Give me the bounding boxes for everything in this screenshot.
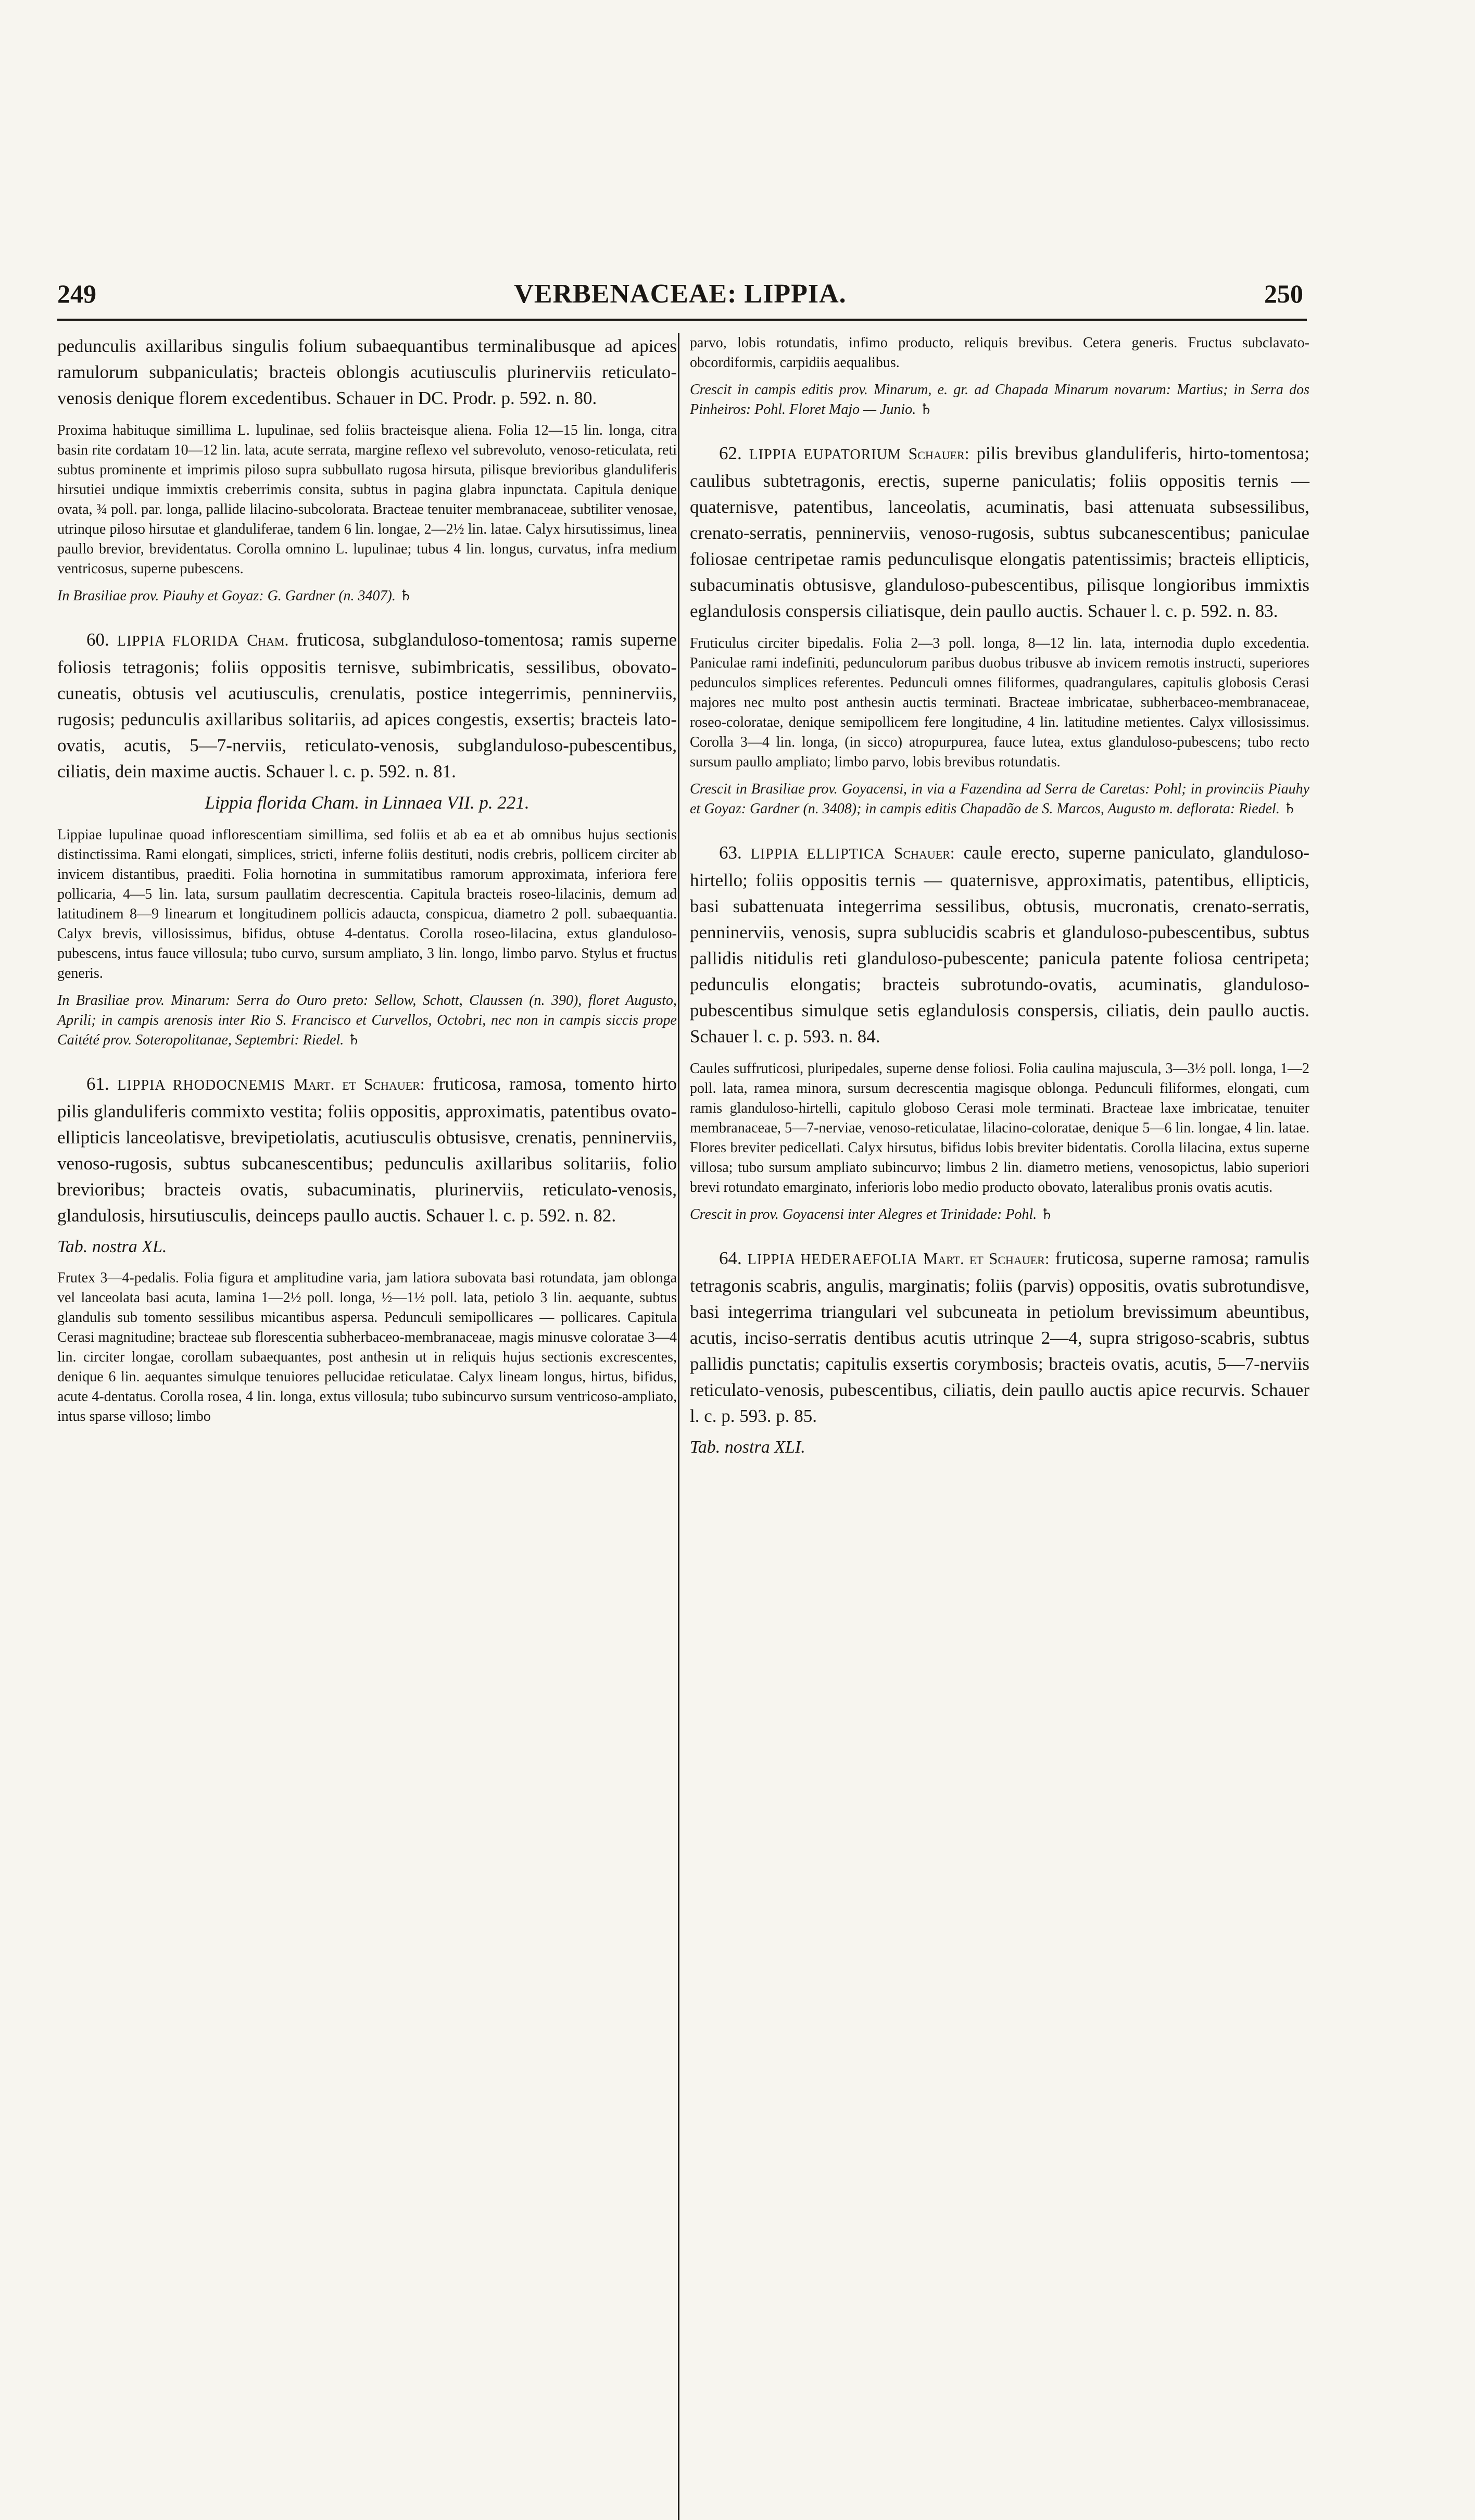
species-63-number: 63. — [719, 842, 742, 863]
species-61-name: LIPPIA RHODOCNEMIS — [117, 1077, 286, 1093]
species-62-author: Schauer: — [908, 445, 969, 463]
page-number-right: 250 — [1264, 279, 1303, 308]
intro-description: Proxima habituque simillima L. lupulinae, sed foliis bracteisque alienа. Folia 12—15 lin. longa, citra basin rite cordatam 10—12 lin. lata, acute serrata, margine reflexo vel subrevoluto, venoso-reticulata, reti subtus prominente et imprimis piloso supra subbullato rugosa hirsuta, pilisque brevioribus glanduliferis hirsutiei undique immixtis creberrimis consita, subtus in pagina glabra inpunctata. Capitula denique ovata, ¾ poll. par. longa, pallide lilacino-subcolorata. Bracteae tenuiter membranaceae, subtiliter venosae, utrinque piloso hirsutae et glanduliferae, tandem 6 lin. longae, 2—2½ lin. latae. Calyx hirsutissimus, linea paullo brevior, brevidentatus. Corolla omnino L. lupulinae; tubus 4 lin. longus, curvatus, infra medium ventricosus, superne pubescens. — [57, 422, 677, 577]
species-60-diagnosis: fruticosa, subglanduloso-tomentosa; ramis superne foliosis tetragonis; foliis oppositis ternisve, subimbricatis, sessilibus, obovato-cuneatis, obtusis vel acutiusculis, crenulatis, postice integerrimis, penninerviis, rugosis; pedunculis axillaribus solitariis, ad apices congestis, exsertis; bracteis lato-ovatis, acutis, 5—7-nerviis, reticulato-venosis, subglanduloso-pubescentibus, ciliatis, dein maxime auctis. Schauer l. c. p. 592. n. 81. — [57, 629, 677, 782]
species-61-locality: Crescit in campis editis prov. Minarum, e. gr. ad Chapada Minarum novarum: Martius; in Serra dos Pinheiros: Pohl. Floret Majo — Junio. ♄ — [690, 382, 1309, 418]
species-62-diagnosis: pilis brevibus glanduliferis, hirto-tomentosa; caulibus subtetragonis, erectis, superne paniculatis; foliis oppositis ternis — quaternisve, patentibus, lanceolatis, acuminatis, basi attenuata subsessilibus, crenato-serratis, penninerviis, venoso-rugosis, subtus subcanescentibus; paniculae foliosae centripetae ramis pedunculisque elongatis patentissimis; bracteis ellipticis, subacuminatis obtusisve, glanduloso-pubescentibus, pilisque longioribus immixtis eglandulosis conspersis ciliatisque, dein paullo auctis. Schauer l. c. p. 592. n. 83. — [690, 443, 1310, 621]
running-header — [57, 279, 1303, 315]
species-60-description: Lippiae lupulinae quoad inflorescentiam simillima, sed foliis et ab ea et ab omnibus hujus sectionis distinctissima. Rami elongati, simplices, stricti, inferne foliis destituti, nodis crebris, pollicem circiter ab invicem distantibus, praediti. Folia hornotina in summitatibus ramorum approximata, inferiora fere pollicaria, 4—5 lin. lata, sursum paullatim decrescentia. Capitula bracteis roseo-lilacinis, demum ad latitudinem 8—9 linearum et longitudinem pollicis adaucta, conspicua, diametro 2 poll. subaequantia. Calyx brevis, villosissimus, bifidus, obtuse 4-dentatus. Corolla roseo-lilacina, extus glanduloso-pubescens, intus fauce villosula; tubo curvo, sursum ampliato, 3 lin. longo, limbo parvo. Stylus et fructus generis. — [57, 827, 677, 981]
species-64-diagnosis: fruticosa, superne ramosa; ramulis tetragonis scabris, angulis, marginatis; foliis (parvis) oppositis, ovatis subrotundisve, basi integerrima triangulari vel subcuneata in petiolum brevissimum abeuntibus, acutis, inciso-serratis dentibus acutis utrinque 2—4, supra strigoso-scabris, subtus pallidis punctatis; capitulis exsertis corymbosis; bracteis ovatis, acutis, 5—7-nerviis reticulato-venosis, pubescentibus, ciliatis, dein paullo auctis apice recurvis. Schauer l. c. p. 593. p. 85. — [690, 1248, 1310, 1426]
species-60 — [57, 627, 677, 785]
species-60-name: LIPPIA FLORIDA — [117, 633, 239, 649]
species-63-author: Schauer: — [893, 844, 955, 862]
species-61-plate: Tab. nostra XL. — [57, 1237, 167, 1256]
page-number-left: 249 — [57, 279, 96, 308]
species-61 — [57, 1071, 677, 1229]
intro-locality: In Brasiliae prov. Piauhy et Goyaz: G. Gardner (n. 3407). ♄ — [57, 588, 412, 604]
species-60-synonym: Lippia florida Cham. in Linnaea VII. p. 221. — [205, 792, 530, 813]
species-62-locality: Crescit in Brasiliae prov. Goyacensi, in via a Fazendina ad Serra de Caretas: Pohl; in provinciis Piauhy et Goyaz: Gardner (n. 3408); in campis editis Chapadão de S. Marcos, Augusto m. deflorata: Riedel. ♄ — [690, 781, 1309, 817]
species-60-locality: In Brasiliae prov. Minarum: Serra do Ouro preto: Sellow, Schott, Claussen (n. 390), floret Augusto, Aprili; in campis arenosis inter Rio S. Francisco et Curvellos, Octobri, nec non in campis siccis prope Caitété prov. Soteropolitanae, Septembri: Riedel. ♄ — [57, 992, 677, 1048]
left-column — [57, 333, 677, 1427]
species-63-locality: Crescit in prov. Goyacensi inter Alegres et Trinidade: Pohl. ♄ — [690, 1206, 1054, 1223]
species-60-number: 60. — [86, 629, 109, 650]
intro-paragraph: pedunculis axillaribus singulis folium subaequantibus terminalibusque ad apices ramulorum subpaniculatis; bracteis oblongis acutiusculis plurinerviis reticulato-venosis denique florem excedentibus. Schauer in DC. Prodr. p. 592. n. 80. — [57, 336, 677, 408]
running-title: VERBENACEAE: LIPPIA. — [514, 279, 847, 309]
species-60-author: Cham. — [247, 631, 289, 649]
species-63-name: LIPPIA ELLIPTICA — [750, 846, 885, 862]
species-64 — [690, 1245, 1309, 1429]
species-63-description: Caules suffruticosi, pluripedales, superne dense foliosi. Folia caulina majuscula, 3—3½ poll. longa, 1—2 poll. lata, ramea minora, sursum decrescentia magisque oblonga. Pedunculi filiformes, elongati, cum ramis glanduloso-hirtelli, capitulo globoso Cerasi mole terminati. Bracteae laxe imbricatae, tenuiter membranaceae, 5—7-nerviae, venoso-reticulatae, lilacino-coloratae, denique 5—6 lin. longae, 4 lin. latae. Flores breviter pedicellati. Calyx hirsutus, bifidus lobis breviter bidentatis. Corolla lilacina, extus superne villosa; tubo sursum ampliato subincurvo; limbus 2 lin. diametro metiens, venosopictus, labio superiori brevi rotundato emarginato, inferioris lobo medio producto obovato, lateralibus pronis ovatis acutis. — [690, 1061, 1309, 1195]
species-64-author: Mart. et Schauer: — [923, 1250, 1050, 1268]
species-61-description: Frutex 3—4-pedalis. Folia figura et amplitudine varia, jam latiora subovata basi rotundata, jam oblonga vel lanceolata basi acuta, lamina 1—2½ poll. longa, ½—1½ poll. lata, petiolo 3 lin. aequante, subtus glandulis sub tomento sessilibus micantibus aspersa. Pedunculi semipollicares — pollicares. Capitula Cerasi magnitudine; bracteae sub florescentia subherbaceo-membranaceae, magis minusve coloratae 3—4 lin. circiter longae, corollam subaequantes, post anthesin ut in reliquis hujus sectionis excrescentes, denique 6 lin. aequantes simulque tenuiores pellucidae reticulatae. Calyx lineam longus, hirtus, bifidus, acute 4-dentatus. Corolla rosea, 4 lin. longa, extus villosula; tubo subincurvo sursum ventricoso-ampliato, intus sparse villoso; limbo — [57, 1270, 677, 1425]
species-62 — [690, 440, 1309, 624]
species-61-diagnosis: fruticosa, ramosa, tomento hirto pilis glanduliferis commixto vestita; foliis oppositis, approximatis, patentibus ovato-ellipticis lanceolatisve, brevipetiolatis, acutiusculis obtusisve, crenatis, penninerviis, venoso-rugosis, subtus subcanescentibus; pedunculis axillaribus solitariis, folio brevioribus; bracteis ovatis, subacuminatis, plurinerviis, reticulato-venosis, glandulosis, hirsutiusculis, deinceps paullo auctis. Schauer l. c. p. 592. n. 82. — [57, 1074, 677, 1226]
species-61-number: 61. — [86, 1074, 109, 1094]
species-63-diagnosis: caule erecto, superne paniculato, glanduloso-hirtello; foliis oppositis ternis — quaternisve, approximatis, patentibus, ellipticis, basi subattenuata integerrima sessilibus, obtusis, mucronatis, crenato-serratis, penninerviis, venosis, supra sublucidis scabris et glanduloso-pubescentibus, subtus pallidis nitidulis reti glanduloso-pubescente; panicula patente foliosa centripeta; pedunculis elongatis; bracteis subrotundo-ovatis, acuminatis, glanduloso-pubescentibus simulque setis eglandulosis conspersis, ciliatis, dein paullo auctis. Schauer l. c. p. 593. n. 84. — [690, 842, 1310, 1047]
species-64-plate: Tab. nostra XLI. — [690, 1438, 805, 1457]
header-rule — [57, 319, 1307, 321]
species-63 — [690, 840, 1309, 1050]
species-62-description: Fruticulus circiter bipedalis. Folia 2—3 poll. longa, 8—12 lin. lata, internodia duplo excedentia. Paniculae rami indefiniti, pedunculorum paribus duobus tribusve ab invicem remotis instructi, superiores pedunculos simplices referentes. Pedunculi omnes filiformes, quadrangulares, capitulis globosis Cerasi majores nec multo post anthesin auctis terminati. Bracteae imbricatae, subherbaceo-membranaceae, roseo-coloratae, denique semipollicem fere longitudine, 4 lin. latitudine metientes. Calyx villosissimus. Corolla 3—4 lin. longa, (in sicco) atropurpurea, fauce lutea, extus glanduloso-pubescens; tubo recto sursum paullo ampliato; limbo parvo, lobis brevibus rotundatis. — [690, 635, 1309, 770]
species-64-name: LIPPIA HEDERAEFOLIA — [747, 1252, 918, 1268]
right-column — [690, 333, 1309, 1459]
species-61-continued: parvo, lobis rotundatis, infimo producto, reliquis brevibus. Cetera generis. Fructus subclavato-obcordiformis, carpidiis aequalibus. — [690, 335, 1309, 371]
species-62-number: 62. — [719, 443, 742, 463]
species-64-number: 64. — [719, 1248, 742, 1268]
species-62-name: LIPPIA EUPATORIUM — [749, 447, 901, 463]
column-divider — [678, 333, 679, 2520]
species-61-author: Mart. et Schauer: — [293, 1075, 425, 1093]
